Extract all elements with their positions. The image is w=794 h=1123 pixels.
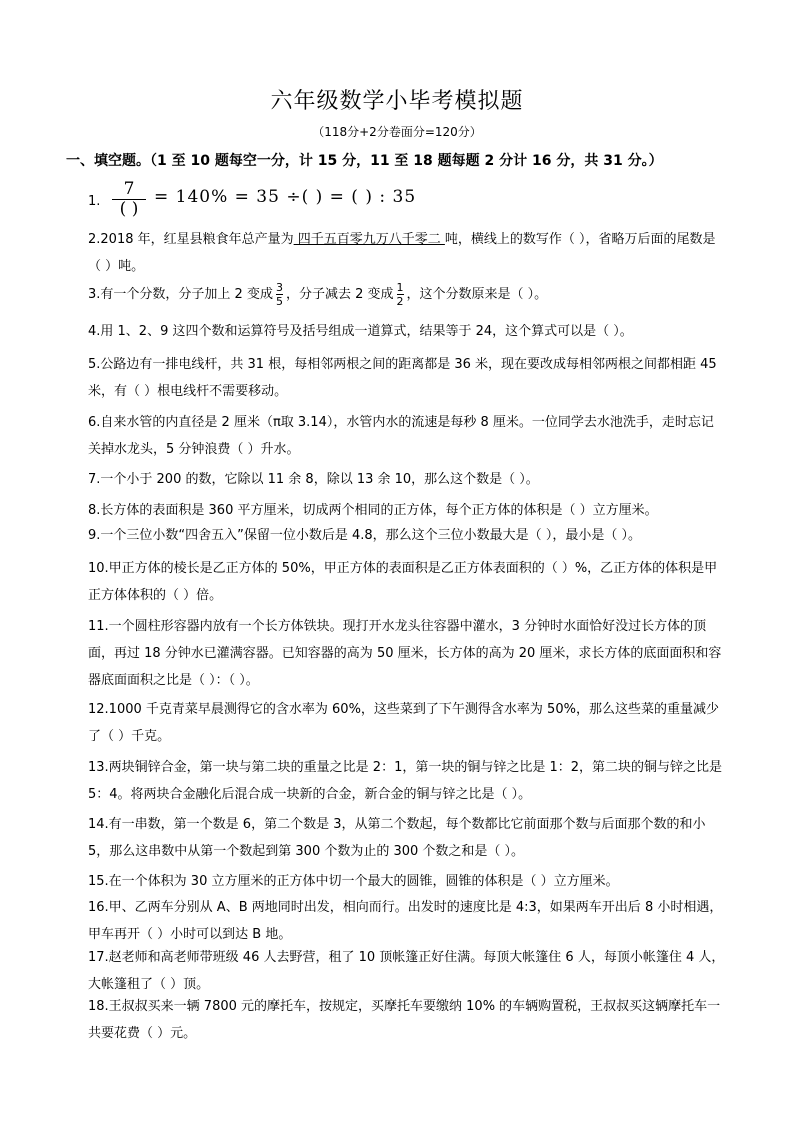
question-3-fraction-2 bbox=[397, 281, 404, 308]
question-16-text: 16.甲、乙两车分别从 A、B 两地同时出发，相向而行。出发时的速度比是 4:3，如果两车开出后 8 小时相遇，甲车再开（ ）小时可以到达 B 地。 bbox=[88, 900, 723, 942]
question-2-text-a: 2.2018 年，红星县粮食年总产量为 bbox=[88, 232, 294, 247]
question-1-number: 1. bbox=[88, 194, 101, 209]
question-5 bbox=[66, 351, 726, 405]
question-18-text: 18.王叔叔买来一辆 7800 元的摩托车，按规定，买摩托车要缴纳 10% 的车辆购置税，王叔叔买这辆摩托车一共要花费（ ）元。 bbox=[88, 999, 721, 1041]
fraction-denominator: ( ) bbox=[119, 199, 139, 219]
question-7 bbox=[66, 466, 726, 493]
section-heading-fill-in: 一、填空题。（1 至 10 题每空一分，计 15 分，11 至 18 题每题 2 分计 16 分，共 31 分。） bbox=[66, 153, 663, 169]
question-17-text: 17.赵老师和高老师带班级 46 人去野营，租了 10 顶帐篷正好住满。每顶大帐篷住 6 人，每顶小帐篷住 4 人，大帐篷租了（ ）顶。 bbox=[88, 950, 725, 992]
question-16 bbox=[66, 894, 726, 948]
question-13-text: 13.两块铜锌合金，第一块与第二块的重量之比是 2：1，第一块的铜与锌之比是 1：2，第二块的铜与锌之比是 5：4。将两块合金融化后混合成一块新的合金，新合金的铜与锌之比是（ ）。 bbox=[88, 760, 723, 802]
question-3-fraction-1 bbox=[276, 281, 283, 308]
question-13 bbox=[66, 754, 726, 808]
question-12-text: 12.1000 千克青菜早晨测得它的含水率为 60%，这些菜到了下午测得含水率为 50%，那么这些菜的重量减少了（ ）千克。 bbox=[88, 702, 719, 744]
fraction-denominator: 2 bbox=[396, 295, 404, 308]
fraction-numerator: 1 bbox=[396, 281, 404, 294]
question-9 bbox=[66, 522, 726, 549]
question-6 bbox=[66, 409, 726, 463]
fraction-numerator: 7 bbox=[123, 179, 135, 199]
question-1-fraction bbox=[110, 180, 148, 219]
question-3-text-a: 3.有一个分数，分子加上 2 变成 bbox=[88, 287, 273, 302]
question-3 bbox=[66, 278, 726, 312]
question-14-text: 14.有一串数，第一个数是 6，第二个数是 3，从第二个数起，每个数都比它前面那个数与后面那个数的和小 5，那么这串数中从第一个数起到第 300 个数为止的 300 个数之和是（ ）。 bbox=[88, 817, 706, 859]
page-title: 六年级数学小毕考模拟题 bbox=[270, 89, 524, 114]
question-3-text-b: ，分子减去 2 变成 bbox=[285, 287, 394, 302]
question-2 bbox=[66, 226, 726, 280]
question-14 bbox=[66, 811, 726, 865]
question-11-text: 11.一个圆柱形容器内放有一个长方体铁块。现打开水龙头往容器中灌水，3 分钟时水面恰好没过长方体的顶面，再过 18 分钟水已灌满容器。已知容器的高为 50 厘米，长方体的高为 20 厘米，求长方体的底面面积和容器底面面积之比是（ ）：（ ）。 bbox=[88, 619, 722, 688]
question-7-text: 7.一个小于 200 的数，它除以 11 余 8，除以 13 余 10，那么这个数是（ ）。 bbox=[88, 472, 539, 487]
fraction-denominator: 5 bbox=[275, 295, 283, 308]
question-18 bbox=[66, 993, 726, 1047]
question-15 bbox=[66, 868, 726, 895]
question-9-text: 9.一个三位小数“四舍五入”保留一位小数后是 4.8，那么这个三位小数最大是（ ），最小是（ ）。 bbox=[88, 528, 641, 543]
question-6-text: 6.自来水管的内直径是 2 厘米（π取 3.14），水管内水的流速是每秒 8 厘米。一位同学去水池洗手，走时忘记关掉水龙头，5 分钟浪费（ ）升水。 bbox=[88, 415, 714, 457]
question-8-text: 8.长方体的表面积是 360 平方厘米，切成两个相同的正方体，每个正方体的体积是（ ）立方厘米。 bbox=[88, 503, 658, 518]
question-4 bbox=[66, 318, 726, 345]
fraction-numerator: 3 bbox=[275, 281, 283, 294]
page-subtitle: （118分+2分卷面分=120分） bbox=[312, 125, 482, 139]
question-11 bbox=[66, 613, 726, 694]
question-4-text: 4.用 1、2、9 这四个数和运算符号及括号组成一道算式，结果等于 24，这个算式可以是（ ）。 bbox=[88, 324, 633, 339]
question-8 bbox=[66, 497, 726, 524]
question-10-text: 10.甲正方体的棱长是乙正方体的 50%，甲正方体的表面积是乙正方体表面积的（ ）%，乙正方体的体积是甲正方体体积的（ ）倍。 bbox=[88, 561, 718, 603]
question-12 bbox=[66, 696, 726, 750]
question-15-text: 15.在一个体积为 30 立方厘米的正方体中切一个最大的圆锥，圆锥的体积是（ ）立方厘米。 bbox=[88, 874, 619, 889]
question-1-equation: = 140% = 35 ÷( ) = ( ) : 35 bbox=[154, 187, 417, 207]
question-2-underlined-number: 四千五百零九万八千零二 bbox=[293, 232, 445, 247]
question-10 bbox=[66, 555, 726, 609]
question-1 bbox=[88, 180, 508, 220]
question-2-text-b: 吨，横线上的数写作（ ），省略万后面的尾数是（ ）吨。 bbox=[88, 232, 716, 274]
question-5-text: 5.公路边有一排电线杆，共 31 根，每相邻两根之间的距离都是 36 米，现在要改成每相邻两根之间都相距 45 米，有（ ）根电线杆不需要移动。 bbox=[88, 357, 717, 399]
question-17 bbox=[66, 944, 726, 998]
question-3-text-c: ，这个分数原来是（ ）。 bbox=[406, 287, 548, 302]
